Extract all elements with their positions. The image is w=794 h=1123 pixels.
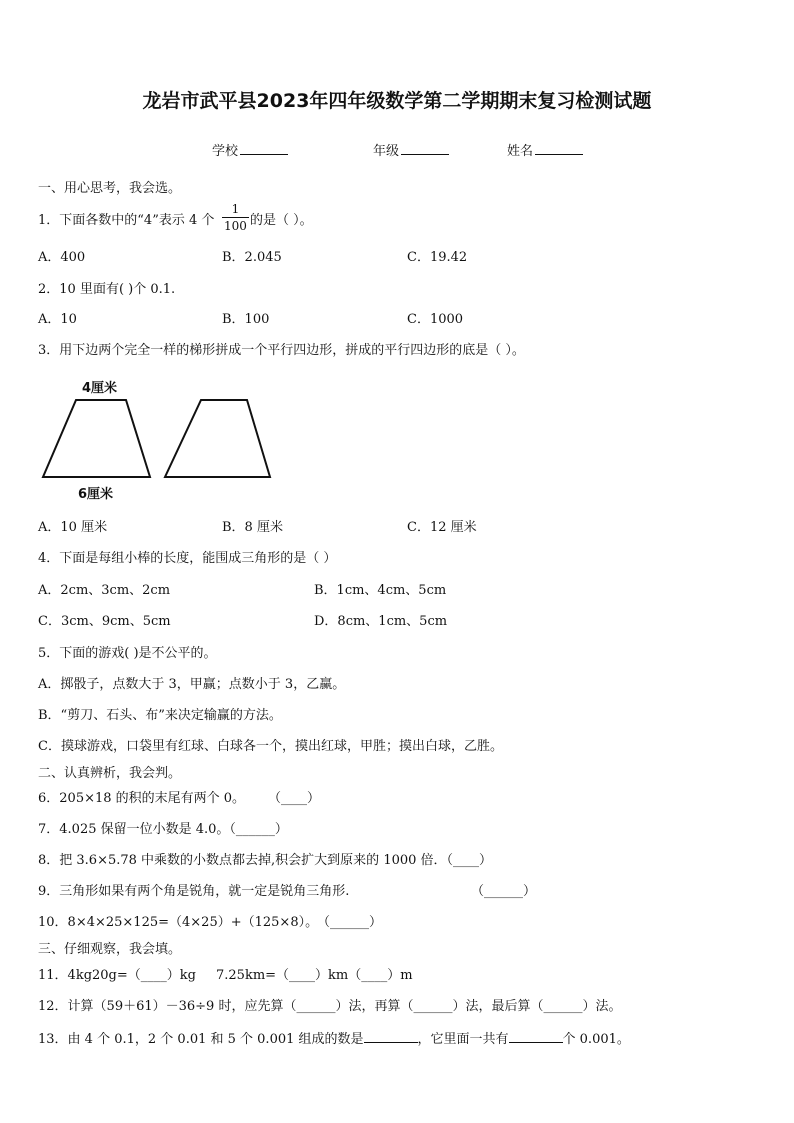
q3-option-a[interactable]: A．10 厘米 [38, 520, 108, 535]
trapezoid-left [43, 400, 150, 477]
q1-fraction [222, 202, 249, 233]
q13-blank-2[interactable] [509, 1030, 563, 1043]
school-field [212, 140, 288, 159]
q1-fraction-numerator: 1 [231, 202, 240, 216]
question-10: 10．8×4×25×125=（4×25）+（125×8）。 [38, 915, 319, 930]
question-5: 5．下面的游戏( )是不公平的。 [38, 646, 217, 661]
q5-option-c[interactable]: C．摸球游戏，口袋里有红球、白球各一个，摸出红球，甲胜；摸出白球，乙胜。 [38, 739, 503, 754]
q4-option-c[interactable]: C．3cm、9cm、5cm [38, 614, 171, 629]
question-8: 8．把 3.6×5.78 中乘数的小数点都去掉,积会扩大到原来的 1000 倍．（____） [38, 853, 493, 868]
q4-option-a[interactable]: A．2cm、3cm、2cm [38, 583, 171, 598]
question-11-part-2: 7.25km=（____）km（____）m [216, 968, 413, 983]
trapezoid-right [165, 400, 270, 477]
school-blank[interactable] [240, 142, 288, 155]
question-6: 6．205×18 的积的末尾有两个 0。 [38, 791, 246, 806]
q13-text-mid: ，它里面一共有 [417, 1032, 509, 1047]
q3-option-c[interactable]: C．12 厘米 [407, 520, 477, 535]
trapezoid-figure [38, 376, 288, 506]
q3-option-b[interactable]: B．8 厘米 [222, 520, 283, 535]
q1-fraction-bar [222, 217, 249, 218]
q1-option-a[interactable]: A．400 [38, 250, 86, 265]
q5-option-b[interactable]: B．“剪刀、石头、布”来决定输赢的方法。 [38, 708, 282, 723]
q6-answer-blank[interactable]: （____） [268, 791, 321, 806]
question-13 [38, 1030, 630, 1048]
question-11-part-1: 11．4kg20g=（____）kg [38, 968, 196, 983]
q4-option-d[interactable]: D．8cm、1cm、5cm [314, 614, 448, 629]
question-2: 2．10 里面有( )个 0.1. [38, 282, 176, 297]
question-4: 4．下面是每组小棒的长度，能围成三角形的是（ ） [38, 551, 337, 566]
question-1 [38, 213, 214, 229]
grade-field [373, 140, 449, 159]
q1-text-post: 的是（ ）。 [250, 213, 313, 228]
school-label: 学校 [212, 144, 239, 159]
q4-option-b[interactable]: B．1cm、4cm、5cm [314, 583, 447, 598]
section-3-heading: 三、仔细观察，我会填。 [38, 942, 182, 957]
grade-blank[interactable] [401, 142, 449, 155]
name-field [507, 140, 583, 159]
q2-option-b[interactable]: B．100 [222, 312, 270, 327]
q10-answer-blank[interactable]: （______） [317, 915, 383, 930]
page-title: 龙岩市武平县2023年四年级数学第二学期期末复习检测试题 [142, 90, 652, 112]
q9-answer-blank[interactable]: （______） [471, 884, 537, 899]
question-3: 3．用下边两个完全一样的梯形拼成一个平行四边形，拼成的平行四边形的底是（ ）。 [38, 343, 525, 358]
q2-option-c[interactable]: C．1000 [407, 312, 464, 327]
section-2-heading: 二、认真辨析，我会判。 [38, 766, 182, 781]
question-12: 12．计算（59＋61）－36÷9 时，应先算（______）法，再算（______）法，最后算（______）法。 [38, 999, 622, 1014]
name-blank[interactable] [535, 142, 583, 155]
q1-option-c[interactable]: C．19.42 [407, 250, 468, 265]
q2-option-a[interactable]: A．10 [38, 312, 77, 327]
q13-text-post: 个 0.001。 [562, 1032, 630, 1047]
q13-text-pre: 13．由 4 个 0.1，2 个 0.01 和 5 个 0.001 组成的数是 [38, 1032, 364, 1047]
question-9: 9．三角形如果有两个角是锐角，就一定是锐角三角形. [38, 884, 350, 899]
q5-option-a[interactable]: A．掷骰子，点数大于 3，甲赢；点数小于 3，乙赢。 [38, 677, 346, 692]
trapezoid-diagram [38, 376, 288, 502]
q1-fraction-denominator: 100 [224, 219, 247, 233]
grade-label: 年级 [373, 144, 400, 159]
section-1-heading: 一、用心思考，我会选。 [38, 181, 182, 196]
q1-text-pre: 1．下面各数中的“4”表示 4 个 [38, 213, 215, 228]
question-7: 7．4.025 保留一位小数是 4.0。（______） [38, 822, 288, 837]
top-length-label: 4厘米 [82, 381, 118, 396]
q1-option-b[interactable]: B．2.045 [222, 250, 282, 265]
q13-blank-1[interactable] [364, 1030, 418, 1043]
bottom-length-label: 6厘米 [78, 487, 114, 502]
name-label: 姓名 [507, 144, 534, 159]
